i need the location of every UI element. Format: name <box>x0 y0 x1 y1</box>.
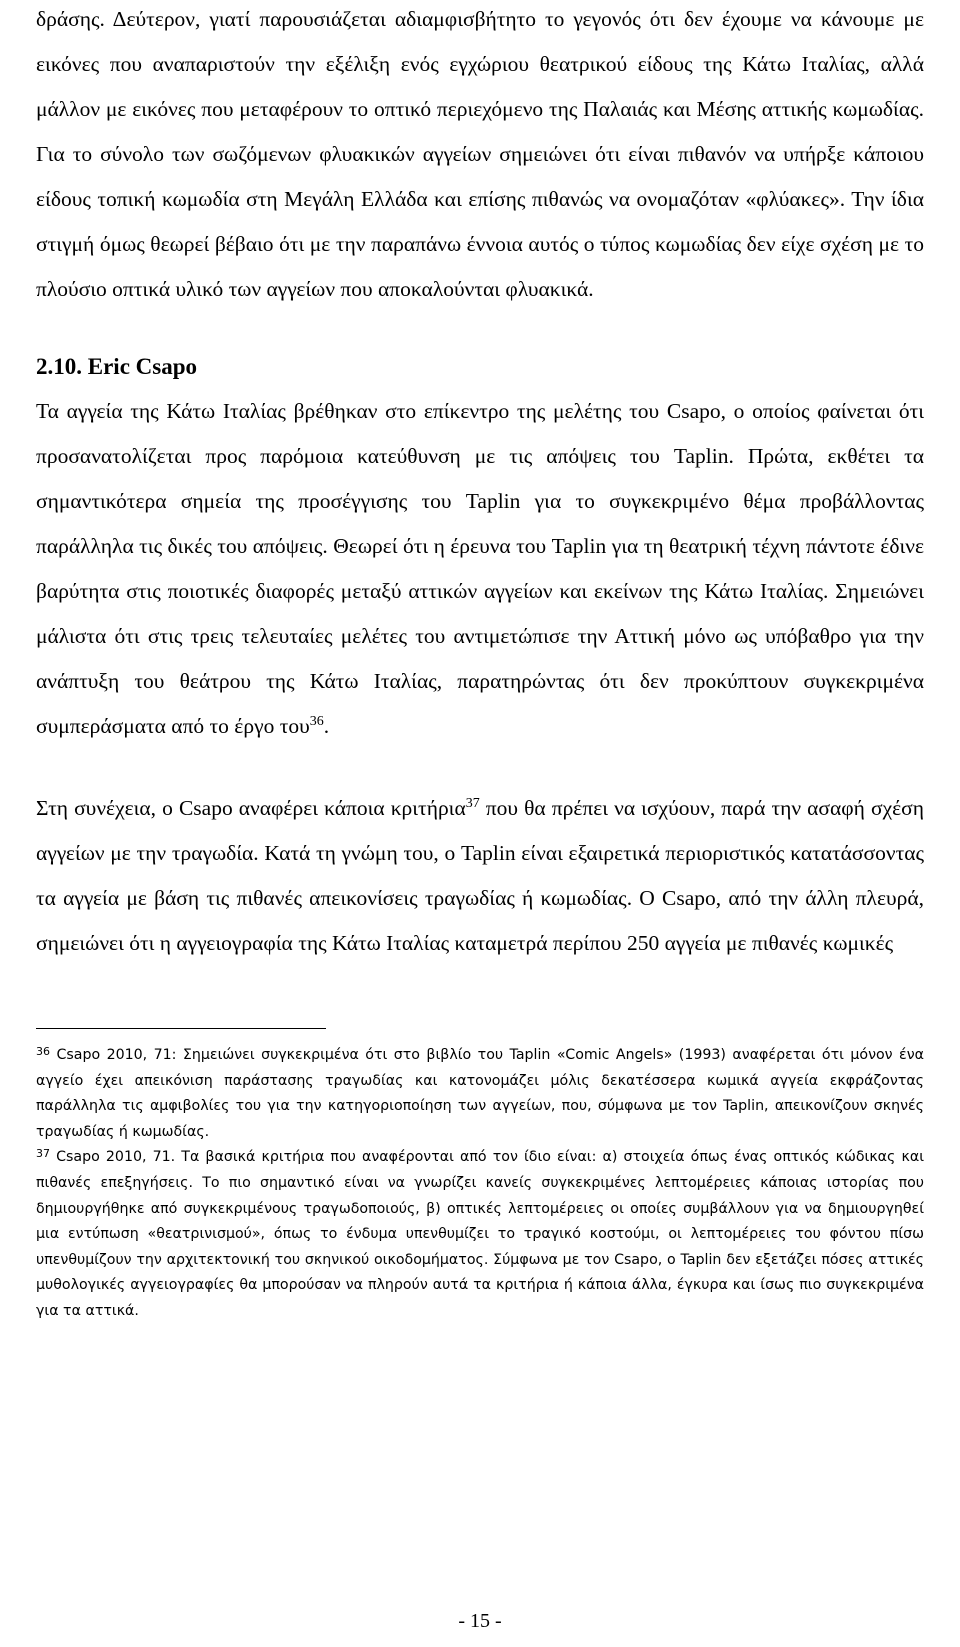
footnote-text: Csapo 2010, 71. Τα βασικά κριτήρια που αναφέρονται από τον ίδιο είναι: α) στοιχεία όπως ένας οπτικός κώδικας και πιθανές επεξηγήσεις. Το πιο σημαντικό είναι να γνωρίζει κανείς συγκεκριμένες λεπτομέρειες κάποιας ιστορίας που δημιουργήθηκε από συγκεκριμένους τραγωδοποιούς, β) οπτικές λεπτομέρειες οι οποίες συμβάλλουν για να δημιουργηθεί μια εντύπωση «θεατρινισμού», όπως το ένδυμα υπενθυμίζει το τραγικό κοστούμι, οι λεπτομέρειες του φόντου πίσω υπενθυμίζουν την αρχιτεκτονική του σκηνικού οικοδομήματος. Σύμφωνα με τον Csapo, ο Taplin δεν εξετάζει πόσες αττικές μυθολογικές αγγειογραφίες θα μπορούσαν να πληρούν αυτά τα κριτήρια ή κάποια άλλα, έγκυρα και ίσως πιο συγκεκριμένα για τα αττικά. <box>36 1149 924 1319</box>
paragraph-2-text: Τα αγγεία της Κάτω Ιταλίας βρέθηκαν στο επίκεντρο της μελέτης του Csapo, ο οποίος φαίνεται ότι προσανατολίζεται προς παρόμοια κατεύθυνση με τις απόψεις του Taplin. Πρώτα, εκθέτει τα σημαντικότερα σημεία της προσέγγισης του Taplin για το συγκεκριμένο θέμα προβάλλοντας παράλληλα τις δικές του απόψεις. Θεωρεί ότι η έρευνα του Taplin για τη θεατρική τέχνη πάντοτε έδινε βαρύτητα στις ποιοτικές διαφορές μεταξύ αττικών αγγείων και εκείνων της Κάτω Ιταλίας. Σημειώνει μάλιστα ότι στις τρεις τελευταίες μελέτες του αντιμετώπισε την Αττική μόνο ως υπόβαθρο για την ανάπτυξη του θεάτρου της Κάτω Ιταλίας, παρατηρώντας ότι δεν προκύπτουν συγκεκριμένα συμπεράσματα από το έργο του <box>36 399 924 738</box>
footnote-37 <box>36 1145 924 1324</box>
paragraph-3-text-a: Στη συνέχεια, ο Csapo αναφέρει κάποια κριτήρια <box>36 796 466 820</box>
document-page <box>36 0 924 1325</box>
footnote-separator <box>36 1028 326 1029</box>
footnote-text: Csapo 2010, 71: Σημειώνει συγκεκριμένα ότι στο βιβλίο του Taplin «Comic Angels» (1993) αναφέρεται ότι μόνον ένα αγγείο έχει απεικόνιση παράστασης τραγωδίας και κατονομάζει μόλις δεκατέσσερα κωμικά αγγεία εκφράζοντας παράλληλα τις αμφιβολίες του για την κατηγοριοποίηση των αγγείων, που, σύμφωνα με τον Taplin, απεικονίζουν σκηνές τραγωδίας ή κωμωδίας. <box>36 1047 924 1140</box>
body-paragraph-2 <box>36 389 924 749</box>
footnote-number: 37 <box>36 1147 50 1161</box>
footnote-ref-36[interactable]: 36 <box>309 713 324 729</box>
page-number: - 15 - <box>458 1610 502 1632</box>
paragraph-2-end: . <box>323 714 330 738</box>
footnotes <box>36 1043 924 1325</box>
body-paragraph-1: δράσης. Δεύτερον, γιατί παρουσιάζεται αδιαμφισβήτητο το γεγονός ότι δεν έχουμε να κάνουμε με εικόνες που αναπαριστούν την εξέλιξη ενός εγχώριου θεατρικού είδους της Κάτω Ιταλίας, αλλά μάλλον με εικόνες που μεταφέρουν το οπτικό περιεχόμενο της Παλαιάς και Μέσης αττικής κωμωδίας. Για το σύνολο των σωζόμενων φλυακικών αγγείων σημειώνει ότι είναι πιθανόν να υπήρξε κάποιου είδους τοπική κωμωδία στη Μεγάλη Ελλάδα και επίσης πιθανώς να ονομαζόταν «φλύακες». Την ίδια στιγμή όμως θεωρεί βέβαιο ότι με την παραπάνω έννοια αυτός ο τύπος κωμωδίας δεν είχε σχέση με το πλούσιο οπτικά υλικό των αγγείων που αποκαλούνται φλυακικά. <box>36 7 924 301</box>
footnote-number: 36 <box>36 1045 50 1058</box>
section-heading: 2.10. Eric Csapo <box>36 354 197 379</box>
paragraph-3-text-b: που θα πρέπει να ισχύουν, παρά την ασαφή σχέση αγγείων με την τραγωδία. Κατά τη γνώμη του, ο Taplin είναι εξαιρετικά περιοριστικός κατατάσσοντας τα αγγεία με βάση τις πιθανές απεικονίσεις τραγωδίας ή κωμωδίας. Ο Csapo, από την άλλη πλευρά, σημειώνει ότι η αγγειογραφία της Κάτω Ιταλίας καταμετρά περίπου 250 αγγεία με πιθανές κωμικές <box>36 796 924 955</box>
footnote-36 <box>36 1043 924 1145</box>
body-paragraph-3 <box>36 786 924 966</box>
footnote-ref-37[interactable]: 37 <box>465 795 480 811</box>
